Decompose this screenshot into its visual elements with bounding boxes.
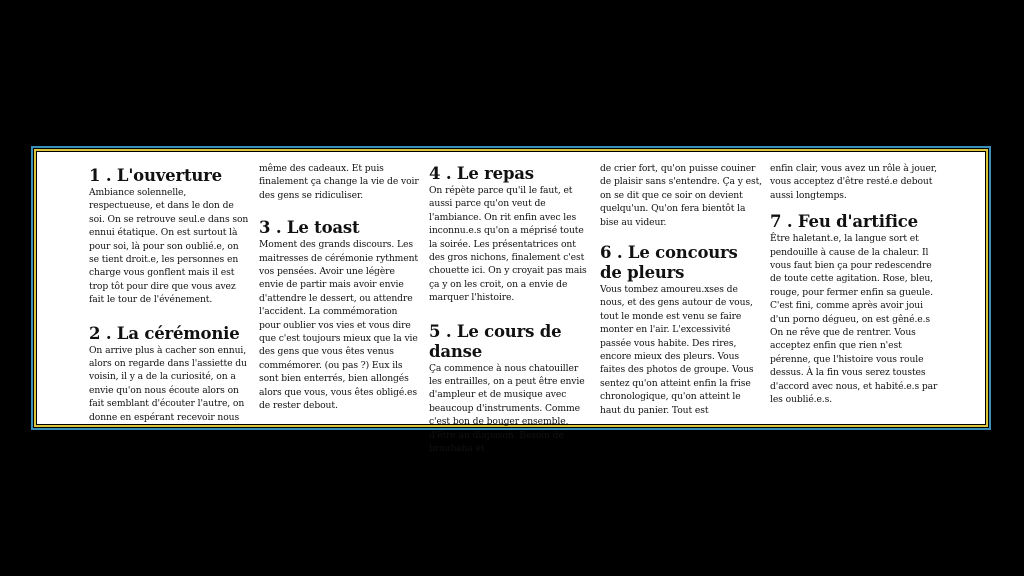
- section-2-text: On arrive plus à cacher son ennui, alors on regarde dans l'assiette du voisin, il y a de la curiosité, on a envie qu'on nous écoute alors on fait semblant d'écouter l'autre, on donne en espérant recevoir nous: [89, 344, 247, 423]
- section-2-continued: même des cadeaux. Et puis finalement ça change la vie de voir des gens se ridiculiser.: [259, 163, 419, 201]
- column-3: [429, 164, 593, 456]
- column-4: [600, 162, 763, 417]
- section-6-title: 6 . Le concours de pleurs: [600, 243, 738, 283]
- column-2: [259, 162, 421, 413]
- section-5-title: 5 . Le cours de danse: [429, 321, 562, 361]
- section-4-title: 4 . Le repas: [429, 164, 534, 183]
- section-6-continued: enfin clair, vous avez un rôle à jouer, vous acceptez d'être resté.e debout aussi longtemps.: [770, 163, 937, 201]
- column-1: [89, 166, 249, 424]
- section-1-title: 1 . L'ouverture: [89, 166, 222, 185]
- section-6-text: Vous tombez amoureu.xses de nous, et des gens autour de vous, tout le monde est venu se faire monter en l'air. L'excessivité passée vous habite. Des rires, encore mieux des pleurs. Vous faites des photos de groupe. Vous sentez qu'on atteint enfin la frise chronologique, qu'on atteint le haut du panier. Tout est: [600, 284, 754, 416]
- section-2-title: 2 . La cérémonie: [89, 323, 240, 343]
- section-5-continued: de crier fort, qu'on puisse couiner de plaisir sans s'entendre. Ça y est, on se dit que ce soir on devient quelqu'un. Qu'on fera bientôt la bise au videur.: [600, 163, 762, 228]
- section-4-text: On répète parce qu'il le faut, et aussi parce qu'on veut de l'ambiance. On rit enfin avec les inconnu.e.s qu'on a méprisé toute la soirée. Les présentatrices ont des gros nichons, finalement c'est chouette ici. On y croyait pas mais ça y on les croit, on a envie de marquer l'histoire.: [429, 185, 587, 304]
- section-7-title: 7 . Feu d'artifice: [770, 212, 918, 232]
- column-5: [770, 162, 942, 407]
- program-page: [37, 152, 985, 455]
- section-3-text: Moment des grands discours. Les maitresses de cérémonie rythment vos pensées. Avoir une légère envie de partir mais avoir envie d'attendre le dessert, ou attendre l'accident. La commémoration pour oublier vos vies et vous dire que c'est toujours mieux que la vie des gens que vous êtes venus commémorer. (ou pas ?) Eux ils sont bien enterrés, bien allongés alors que vous, vous êtes obligé.es de rester debout.: [259, 239, 419, 412]
- section-7-text: Être haletant.e, la langue sort et pendouille à cause de la chaleur. Il vous faut bien ça pour redescendre de toute cette agitation. Rose, bleu, rouge, pour fermer enfin sa gueule. C'est fini, comme après avoir joui d'un porno dégueu, on est gêné.e.s On ne rêve que de rentrer. Vous acceptez enfin que rien n'est pérenne, que l'histoire vous roule dessus. À la fin vous serez toustes d'accord avec nous, et habité.e.s par les oublié.e.s.: [770, 233, 938, 406]
- section-5-text: Ça commence à nous chatouiller les entrailles, on a peut être envie d'ampleur et de musique avec beaucoup d'instruments. Comme c'est bon de bouger ensemble, d'être au diapason. Besoin de brouhaha et: [429, 362, 585, 455]
- section-1-text: Ambiance solennelle, respectueuse, et dans le don de soi. On se retrouve seul.e dans son ennui étatique. On est surtout là pour soi, là pour son oublié.e, on se tient droit.e, les personnes en charge vous gonflent mais il est trop tôt pour dire que vous avez fait le tour de l'événement.: [89, 187, 249, 306]
- section-3-title: 3 . Le toast: [259, 218, 360, 238]
